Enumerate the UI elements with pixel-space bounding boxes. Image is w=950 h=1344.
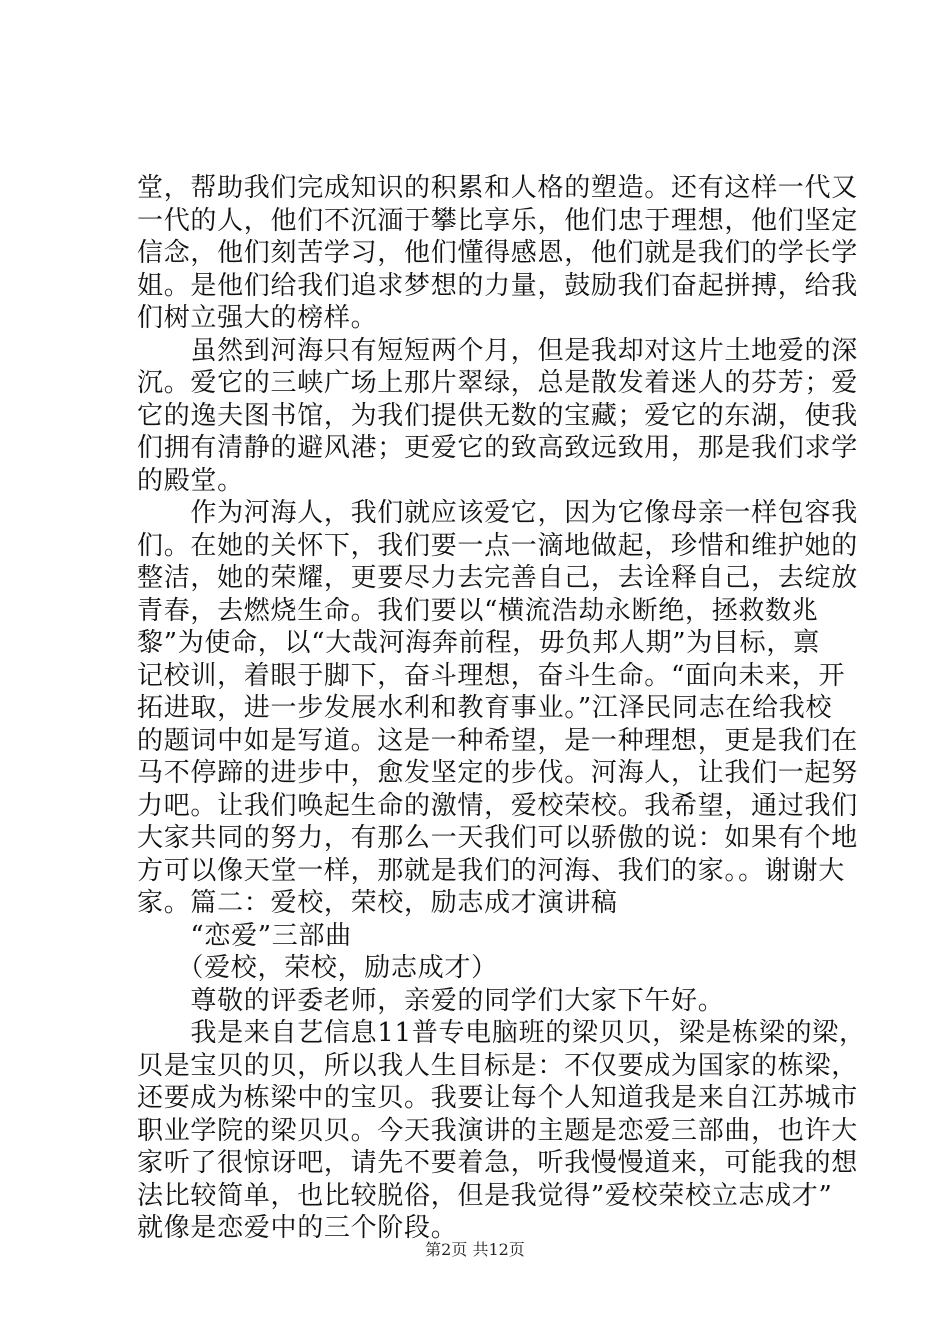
text-line: 我是来自艺信息11普专电脑班的梁贝贝，梁是栋梁的梁， [137,1018,866,1048]
text-line: 职业学院的梁贝贝。今天我演讲的主题是恋爱三部曲，也许大 [137,1115,858,1146]
text-line: 黎”为使命，以“大哉河海奔前程，毋负邦人期”为目标，禀 [137,628,820,658]
text-line: 的题词中如是写道。这是一种希望，是一种理想，更是我们在 [137,725,858,756]
text-line: 拓进取，进一步发展水利和教育事业。”江泽民同志在给我校 [137,693,833,723]
text-line: 整洁，她的荣耀，更要尽力去完善自己，去诠释自己，去绽放 [137,563,858,593]
text-line: 们。在她的关怀下，我们要一点一滴地做起，珍惜和维护她的 [137,530,858,561]
text-line: 一代的人，他们不沉湎于攀比享乐，他们忠于理想，他们坚定 [137,205,858,236]
text-line: 它的逸夫图书馆，为我们提供无数的宝藏；爱它的东湖，使我 [137,400,858,431]
page-number-footer: 第2页 共12页 [425,1240,525,1259]
text-line: 家。篇二：爱校，荣校，励志成才演讲稿 [137,888,618,918]
text-line: 大家共同的努力，有那么一天我们可以骄傲的说：如果有个地 [137,823,858,853]
text-line: 作为河海人，我们就应该爱它，因为它像母亲一样包容我 [137,498,858,528]
text-line: 的殿堂。 [137,465,244,496]
text-line: 方可以像天堂一样，那就是我们的河海、我们的家。。谢谢大 [137,855,845,886]
text-line: 们拥有清静的避风港；更爱它的致高致远致用，那是我们求学 [137,433,858,463]
section-title: “恋爱”三部曲 [137,920,352,951]
text-line: 姐。是他们给我们追求梦想的力量，鼓励我们奋起拼搏，给我 [137,270,858,301]
text-line: 沉。爱它的三峡广场上那片翠绿，总是散发着迷人的芬芳；爱 [137,368,858,398]
body-text [137,172,866,1245]
text-line: 堂，帮助我们完成知识的积累和人格的塑造。还有这样一代又 [137,173,858,203]
text-line: 尊敬的评委老师，亲爱的同学们大家下午好。 [137,985,725,1016]
text-line: 马不停蹄的进步中，愈发坚定的步伐。河海人，让我们一起努 [137,758,858,788]
text-line: 记校训，着眼于脚下，奋斗理想，奋斗生命。“面向未来，开 [137,660,846,691]
text-line: 还要成为栋梁中的宝贝。我要让每个人知道我是来自江苏城市 [137,1083,858,1113]
text-line: 们树立强大的榜样。 [137,303,378,333]
text-line: 法比较简单，也比较脱俗，但是我觉得”爱校荣校立志成才” [137,1180,833,1211]
text-line: 贝是宝贝的贝，所以我人生目标是：不仅要成为国家的栋梁， [137,1050,858,1081]
text-line: 家听了很惊讶吧，请先不要着急，听我慢慢道来，可能我的想 [137,1148,858,1178]
section-subtitle: （爱校，荣校，励志成才） [137,953,498,983]
text-line: 信念，他们刻苦学习，他们懂得感恩，他们就是我们的学长学 [137,238,858,268]
text-line: 青春，去燃烧生命。我们要以“横流浩劫永断绝，拯救数兆 [137,595,819,626]
text-line: 力吧。让我们唤起生命的激情，爱校荣校。我希望，通过我们 [137,790,858,821]
text-line: 虽然到河海只有短短两个月，但是我却对这片土地爱的深 [137,335,858,366]
text-line: 就像是恋爱中的三个阶段。 [137,1213,458,1243]
